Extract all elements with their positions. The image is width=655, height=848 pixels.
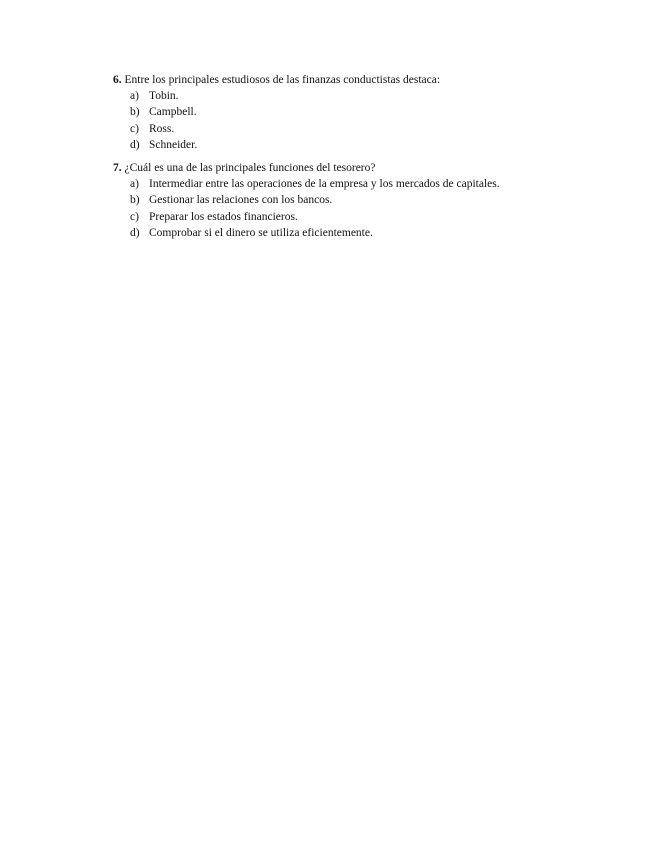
option-text: Ross. [149, 122, 175, 135]
option-letter: d) [130, 138, 140, 151]
option-letter: c) [130, 122, 139, 135]
option-letter: b) [130, 106, 140, 119]
answer-option-d [113, 137, 633, 153]
option-letter: b) [130, 194, 140, 207]
option-letter: a) [130, 178, 139, 190]
option-letter: a) [130, 90, 139, 102]
question-number: 6. [113, 74, 122, 86]
option-letter: c) [130, 210, 139, 223]
question-text: ¿Cuál es una de las principales funciones del tesorero? [124, 162, 376, 174]
question-text: Entre los principales estudiosos de las finanzas conductistas destaca: [124, 74, 441, 86]
answer-option-a [113, 88, 633, 104]
option-letter: d) [130, 226, 140, 239]
option-text: Campbell. [149, 106, 197, 119]
option-text: Gestionar las relaciones con los bancos. [149, 194, 333, 207]
answer-option-b [113, 192, 633, 208]
answer-option-c [113, 121, 633, 137]
question-stem [113, 72, 633, 88]
answer-options [113, 176, 633, 241]
answer-option-a [113, 176, 633, 192]
answer-option-d [113, 225, 633, 241]
option-text: Schneider. [149, 138, 198, 151]
question-6 [113, 72, 633, 153]
answer-options [113, 88, 633, 153]
option-text: Comprobar si el dinero se utiliza eficientemente. [149, 226, 373, 239]
option-text: Intermediar entre las operaciones de la empresa y los mercados de capitales. [149, 178, 500, 190]
question-7 [113, 160, 633, 241]
option-text: Preparar los estados financieros. [149, 210, 298, 223]
question-stem [113, 160, 633, 176]
question-number: 7. [113, 162, 122, 174]
answer-option-b [113, 104, 633, 120]
answer-option-c [113, 209, 633, 225]
option-text: Tobin. [149, 90, 179, 102]
